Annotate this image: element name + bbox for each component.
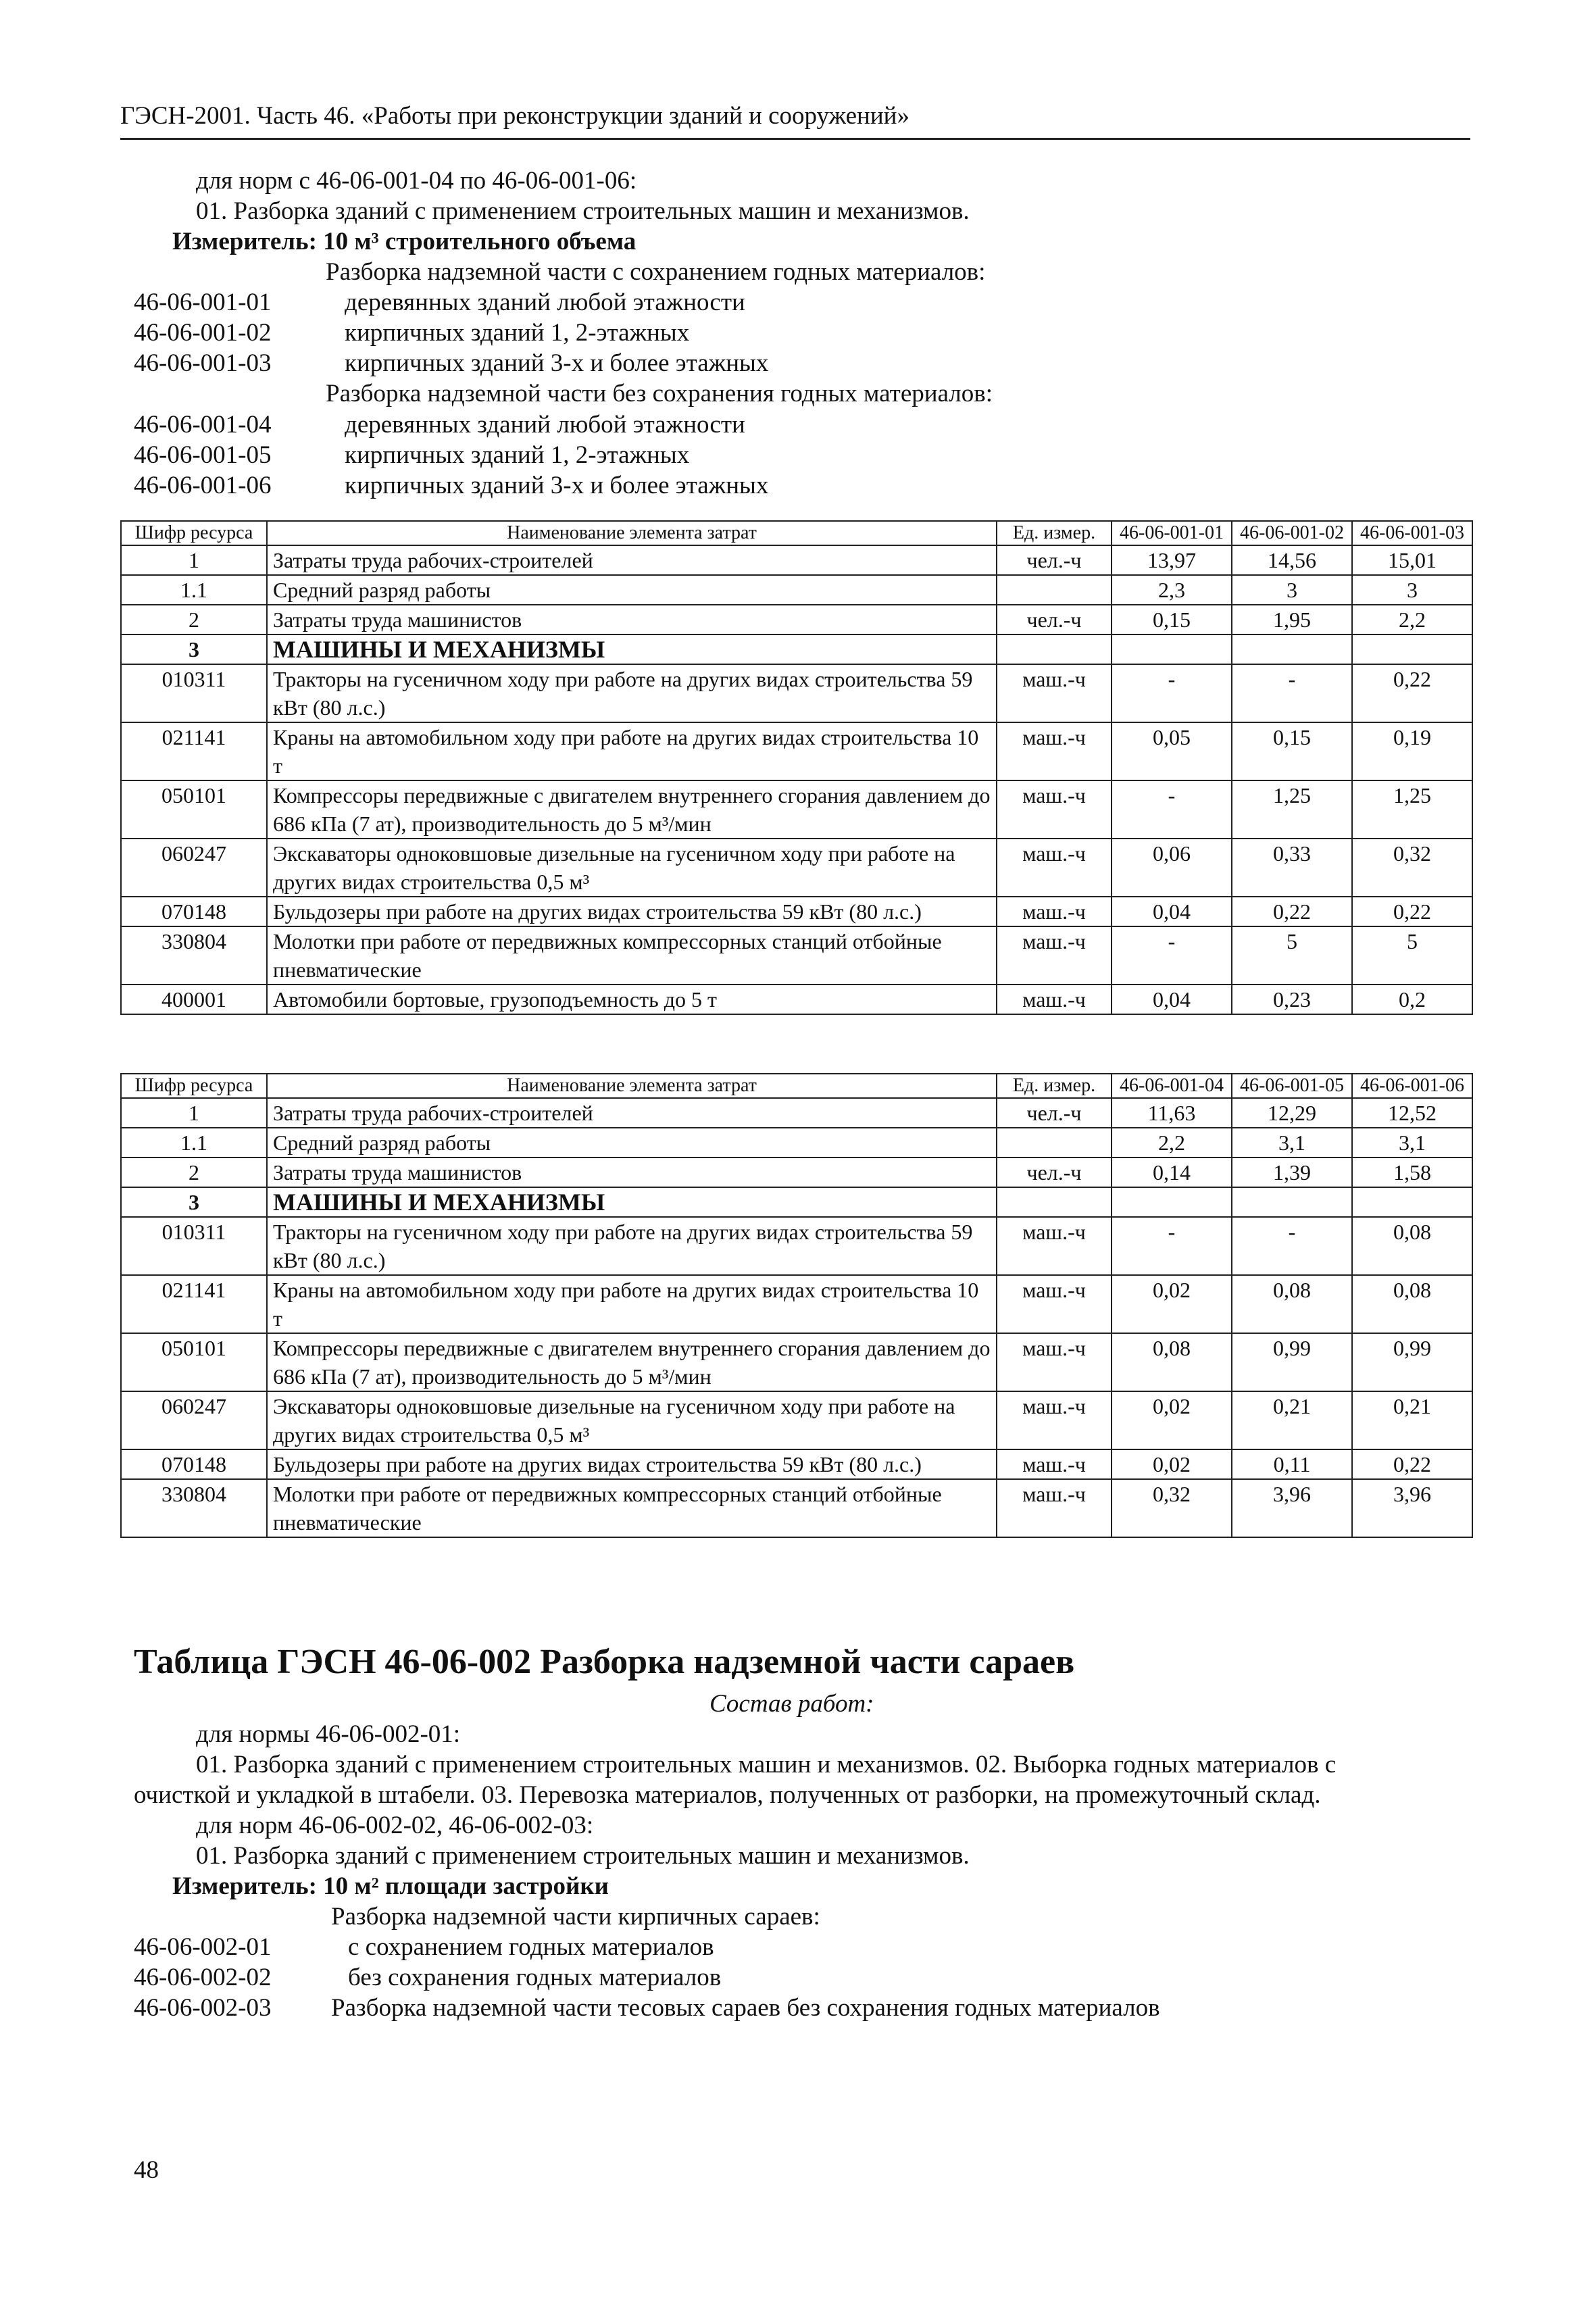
table-row: [121, 1479, 1472, 1537]
value-cell: 0,15: [1112, 605, 1232, 634]
table-header-row: [121, 1074, 1472, 1098]
column-header-norm: 46-06-001-06: [1352, 1074, 1472, 1098]
norm-name: кирпичных зданий 1, 2-этажных: [345, 441, 690, 469]
value-cell: 1,25: [1352, 780, 1472, 839]
norm-group-title: Разборка надземной части кирпичных сараев:: [331, 1903, 820, 1931]
value-cell: 1,58: [1352, 1158, 1472, 1187]
unit-cell: чел.-ч: [997, 1098, 1112, 1128]
table-row: [121, 1333, 1472, 1391]
unit-cell: [997, 1128, 1112, 1158]
for-norm-text: для нормы 46-06-002-01:: [196, 1720, 461, 1748]
unit-cell: маш.-ч: [997, 1275, 1112, 1333]
unit-cell: маш.-ч: [997, 1217, 1112, 1275]
resource-code-cell: 3: [121, 634, 267, 664]
resource-code-cell: 2: [121, 1158, 267, 1187]
resource-name-cell: Краны на автомобильном ходу при работе на других видах строительства 10 т: [267, 1275, 997, 1333]
value-cell: 2,2: [1352, 605, 1472, 634]
unit-cell: маш.-ч: [997, 1479, 1112, 1537]
resource-code-cell: 330804: [121, 926, 267, 985]
value-cell: 0,02: [1112, 1449, 1232, 1479]
value-cell: 2,2: [1112, 1128, 1232, 1158]
norm-code: 46-06-001-04: [134, 411, 272, 439]
unit-cell: [997, 1187, 1112, 1217]
norm-name: с сохранением годных материалов: [348, 1933, 714, 1961]
unit-cell: маш.-ч: [997, 1391, 1112, 1449]
unit-cell: маш.-ч: [997, 926, 1112, 985]
table-row: [121, 1158, 1472, 1187]
value-cell: 3,1: [1352, 1128, 1472, 1158]
norm-code: 46-06-001-03: [134, 349, 272, 377]
resource-name-cell: Краны на автомобильном ходу при работе на других видах строительства 10 т: [267, 722, 997, 780]
resource-code-cell: 1: [121, 1098, 267, 1128]
resource-name-cell: Средний разряд работы: [267, 1128, 997, 1158]
unit-cell: [997, 575, 1112, 605]
value-cell: 11,63: [1112, 1098, 1232, 1128]
resource-name-cell: Бульдозеры при работе на других видах строительства 59 кВт (80 л.с.): [267, 1449, 997, 1479]
norm-name: Разборка надземной части тесовых сараев без сохранения годных материалов: [331, 1994, 1160, 2022]
table-row: [121, 839, 1472, 897]
value-cell: 0,23: [1232, 985, 1352, 1014]
value-cell: 0,14: [1112, 1158, 1232, 1187]
column-header-norm: 46-06-001-05: [1232, 1074, 1352, 1098]
value-cell: -: [1112, 664, 1232, 722]
resource-name-cell: МАШИНЫ И МЕХАНИЗМЫ: [267, 1187, 997, 1217]
section-row: [121, 634, 1472, 664]
norm-code: 46-06-001-06: [134, 472, 272, 499]
value-cell: 0,04: [1112, 897, 1232, 926]
resource-name-cell: Тракторы на гусеничном ходу при работе на других видах строительства 59 кВт (80 л.с.): [267, 664, 997, 722]
resource-code-cell: 330804: [121, 1479, 267, 1537]
column-header-unit: Ед. измер.: [997, 521, 1112, 545]
value-cell: 0,99: [1352, 1333, 1472, 1391]
resource-code-cell: 010311: [121, 1217, 267, 1275]
unit-cell: маш.-ч: [997, 722, 1112, 780]
table-row: [121, 985, 1472, 1014]
for-norms-text: для норм с 46-06-001-04 по 46-06-001-06:: [196, 167, 637, 195]
value-cell: 0,2: [1352, 985, 1472, 1014]
resource-name-cell: Затраты труда машинистов: [267, 1158, 997, 1187]
norm-code: 46-06-001-01: [134, 289, 272, 316]
meter-text: Измеритель: 10 м³ строительного объема: [172, 228, 637, 255]
value-cell: 0,05: [1112, 722, 1232, 780]
resource-name-cell: Затраты труда машинистов: [267, 605, 997, 634]
for-norm-text: для норм 46-06-002-02, 46-06-002-03:: [196, 1812, 594, 1839]
resource-code-cell: 1.1: [121, 575, 267, 605]
norm-code: 46-06-001-05: [134, 441, 272, 469]
norm-name: кирпичных зданий 3-х и более этажных: [345, 472, 769, 499]
resource-table-2: [120, 1073, 1473, 1538]
value-cell: 5: [1232, 926, 1352, 985]
value-cell: 0,08: [1352, 1217, 1472, 1275]
unit-cell: чел.-ч: [997, 545, 1112, 575]
table-row: [121, 780, 1472, 839]
value-cell: 5: [1352, 926, 1472, 985]
resource-name-cell: Автомобили бортовые, грузоподъемность до 5 т: [267, 985, 997, 1014]
resource-code-cell: 1.1: [121, 1128, 267, 1158]
meter-text: Измеритель: 10 м² площади застройки: [172, 1872, 609, 1900]
resource-name-cell: МАШИНЫ И МЕХАНИЗМЫ: [267, 634, 997, 664]
resource-code-cell: 050101: [121, 780, 267, 839]
table-row: [121, 1391, 1472, 1449]
unit-cell: чел.-ч: [997, 1158, 1112, 1187]
value-cell: 3: [1352, 575, 1472, 605]
table-row: [121, 1449, 1472, 1479]
resource-code-cell: 3: [121, 1187, 267, 1217]
resource-code-cell: 070148: [121, 1449, 267, 1479]
table-row: [121, 1275, 1472, 1333]
value-cell: 15,01: [1352, 545, 1472, 575]
resource-code-cell: 021141: [121, 722, 267, 780]
column-header-code: Шифр ресурса: [121, 1074, 267, 1098]
work-composition-text: 01. Разборка зданий с применением строительных машин и механизмов.: [196, 1842, 970, 1870]
resource-code-cell: 2: [121, 605, 267, 634]
resource-table-1: [120, 520, 1473, 1015]
value-cell: 3: [1232, 575, 1352, 605]
column-header-norm: 46-06-001-04: [1112, 1074, 1232, 1098]
unit-cell: маш.-ч: [997, 780, 1112, 839]
resource-code-cell: 060247: [121, 1391, 267, 1449]
value-cell: 12,29: [1232, 1098, 1352, 1128]
unit-cell: маш.-ч: [997, 839, 1112, 897]
resource-code-cell: 021141: [121, 1275, 267, 1333]
value-cell: 3,1: [1232, 1128, 1352, 1158]
value-cell: 0,19: [1352, 722, 1472, 780]
value-cell: 0,32: [1112, 1479, 1232, 1537]
value-cell: 0,32: [1352, 839, 1472, 897]
value-cell: [1232, 634, 1352, 664]
unit-cell: чел.-ч: [997, 605, 1112, 634]
unit-cell: маш.-ч: [997, 1333, 1112, 1391]
norm-group-title: Разборка надземной части без сохранения годных материалов:: [326, 380, 993, 407]
running-header: ГЭСН-2001. Часть 46. «Работы при реконструкции зданий и сооружений»: [120, 102, 909, 130]
work-composition-text: очисткой и укладкой в штабели. 03. Перевозка материалов, полученных от разборки, на промежуточный склад.: [134, 1781, 1321, 1809]
value-cell: [1352, 634, 1472, 664]
value-cell: 0,33: [1232, 839, 1352, 897]
value-cell: 0,04: [1112, 985, 1232, 1014]
unit-cell: маш.-ч: [997, 664, 1112, 722]
value-cell: 0,21: [1352, 1391, 1472, 1449]
norm-name: без сохранения годных материалов: [348, 1964, 722, 1991]
resource-code-cell: 1: [121, 545, 267, 575]
resource-name-cell: Тракторы на гусеничном ходу при работе на других видах строительства 59 кВт (80 л.с.): [267, 1217, 997, 1275]
value-cell: [1112, 634, 1232, 664]
value-cell: [1232, 1187, 1352, 1217]
table-row: [121, 1098, 1472, 1128]
page-number: 48: [134, 2156, 159, 2184]
unit-cell: маш.-ч: [997, 985, 1112, 1014]
norm-code: 46-06-001-02: [134, 319, 272, 347]
resource-name-cell: Молотки при работе от передвижных компрессорных станций отбойные пневматические: [267, 1479, 997, 1537]
work-composition-text: 01. Разборка зданий с применением строительных машин и механизмов. 02. Выборка годных материалов с: [196, 1751, 1337, 1778]
resource-name-cell: Компрессоры передвижные с двигателем внутреннего сгорания давлением до 686 кПа (7 ат), производительность до 5 м³/мин: [267, 780, 997, 839]
norm-name: деревянных зданий любой этажности: [345, 289, 745, 316]
resource-name-cell: Молотки при работе от передвижных компрессорных станций отбойные пневматические: [267, 926, 997, 985]
unit-cell: [997, 634, 1112, 664]
norm-group-title: Разборка надземной части с сохранением годных материалов:: [326, 258, 986, 286]
value-cell: 3,96: [1232, 1479, 1352, 1537]
value-cell: 2,3: [1112, 575, 1232, 605]
value-cell: -: [1112, 1217, 1232, 1275]
resource-name-cell: Экскаваторы одноковшовые дизельные на гусеничном ходу при работе на других видах строительства 0,5 м³: [267, 1391, 997, 1449]
column-header-name: Наименование элемента затрат: [267, 1074, 997, 1098]
value-cell: 1,39: [1232, 1158, 1352, 1187]
value-cell: 3,96: [1352, 1479, 1472, 1537]
column-header-unit: Ед. измер.: [997, 1074, 1112, 1098]
value-cell: 0,02: [1112, 1391, 1232, 1449]
resource-name-cell: Компрессоры передвижные с двигателем внутреннего сгорания давлением до 686 кПа (7 ат), производительность до 5 м³/мин: [267, 1333, 997, 1391]
work-composition-text: 01. Разборка зданий с применением строительных машин и механизмов.: [196, 197, 970, 225]
resource-code-cell: 400001: [121, 985, 267, 1014]
value-cell: 1,95: [1232, 605, 1352, 634]
norm-code: 46-06-002-03: [134, 1994, 272, 2022]
value-cell: 0,08: [1232, 1275, 1352, 1333]
value-cell: 12,52: [1352, 1098, 1472, 1128]
value-cell: -: [1112, 780, 1232, 839]
value-cell: 1,25: [1232, 780, 1352, 839]
resource-code-cell: 050101: [121, 1333, 267, 1391]
norm-code: 46-06-002-02: [134, 1964, 272, 1991]
resource-name-cell: Затраты труда рабочих-строителей: [267, 545, 997, 575]
unit-cell: маш.-ч: [997, 897, 1112, 926]
table-header-row: [121, 521, 1472, 545]
value-cell: -: [1232, 664, 1352, 722]
value-cell: 0,22: [1352, 1449, 1472, 1479]
value-cell: 0,08: [1352, 1275, 1472, 1333]
table-row: [121, 1217, 1472, 1275]
table-row: [121, 926, 1472, 985]
column-header-norm: 46-06-001-01: [1112, 521, 1232, 545]
composition-heading: Состав работ:: [709, 1690, 874, 1718]
value-cell: 14,56: [1232, 545, 1352, 575]
value-cell: 0,11: [1232, 1449, 1352, 1479]
value-cell: 0,22: [1232, 897, 1352, 926]
table-row: [121, 722, 1472, 780]
resource-name-cell: Бульдозеры при работе на других видах строительства 59 кВт (80 л.с.): [267, 897, 997, 926]
value-cell: 0,22: [1352, 897, 1472, 926]
value-cell: 0,22: [1352, 664, 1472, 722]
value-cell: 0,02: [1112, 1275, 1232, 1333]
value-cell: [1352, 1187, 1472, 1217]
section-title: Таблица ГЭСН 46-06-002 Разборка надземной части сараев: [134, 1643, 1075, 1681]
table-row: [121, 897, 1472, 926]
value-cell: -: [1232, 1217, 1352, 1275]
table-row: [121, 664, 1472, 722]
section-row: [121, 1187, 1472, 1217]
value-cell: -: [1112, 926, 1232, 985]
table-row: [121, 575, 1472, 605]
value-cell: 0,21: [1232, 1391, 1352, 1449]
header-rule: [120, 138, 1470, 140]
resource-code-cell: 010311: [121, 664, 267, 722]
resource-code-cell: 070148: [121, 897, 267, 926]
value-cell: 0,99: [1232, 1333, 1352, 1391]
column-header-norm: 46-06-001-02: [1232, 521, 1352, 545]
column-header-norm: 46-06-001-03: [1352, 521, 1472, 545]
column-header-code: Шифр ресурса: [121, 521, 267, 545]
table-row: [121, 605, 1472, 634]
value-cell: 0,15: [1232, 722, 1352, 780]
norm-name: кирпичных зданий 1, 2-этажных: [345, 319, 690, 347]
column-header-name: Наименование элемента затрат: [267, 521, 997, 545]
table-row: [121, 1128, 1472, 1158]
unit-cell: маш.-ч: [997, 1449, 1112, 1479]
norm-name: кирпичных зданий 3-х и более этажных: [345, 349, 769, 377]
resource-name-cell: Затраты труда рабочих-строителей: [267, 1098, 997, 1128]
resource-code-cell: 060247: [121, 839, 267, 897]
value-cell: [1112, 1187, 1232, 1217]
value-cell: 13,97: [1112, 545, 1232, 575]
norm-name: деревянных зданий любой этажности: [345, 411, 745, 439]
resource-name-cell: Экскаваторы одноковшовые дизельные на гусеничном ходу при работе на других видах строительства 0,5 м³: [267, 839, 997, 897]
value-cell: 0,08: [1112, 1333, 1232, 1391]
table-row: [121, 545, 1472, 575]
value-cell: 0,06: [1112, 839, 1232, 897]
norm-code: 46-06-002-01: [134, 1933, 272, 1961]
resource-name-cell: Средний разряд работы: [267, 575, 997, 605]
